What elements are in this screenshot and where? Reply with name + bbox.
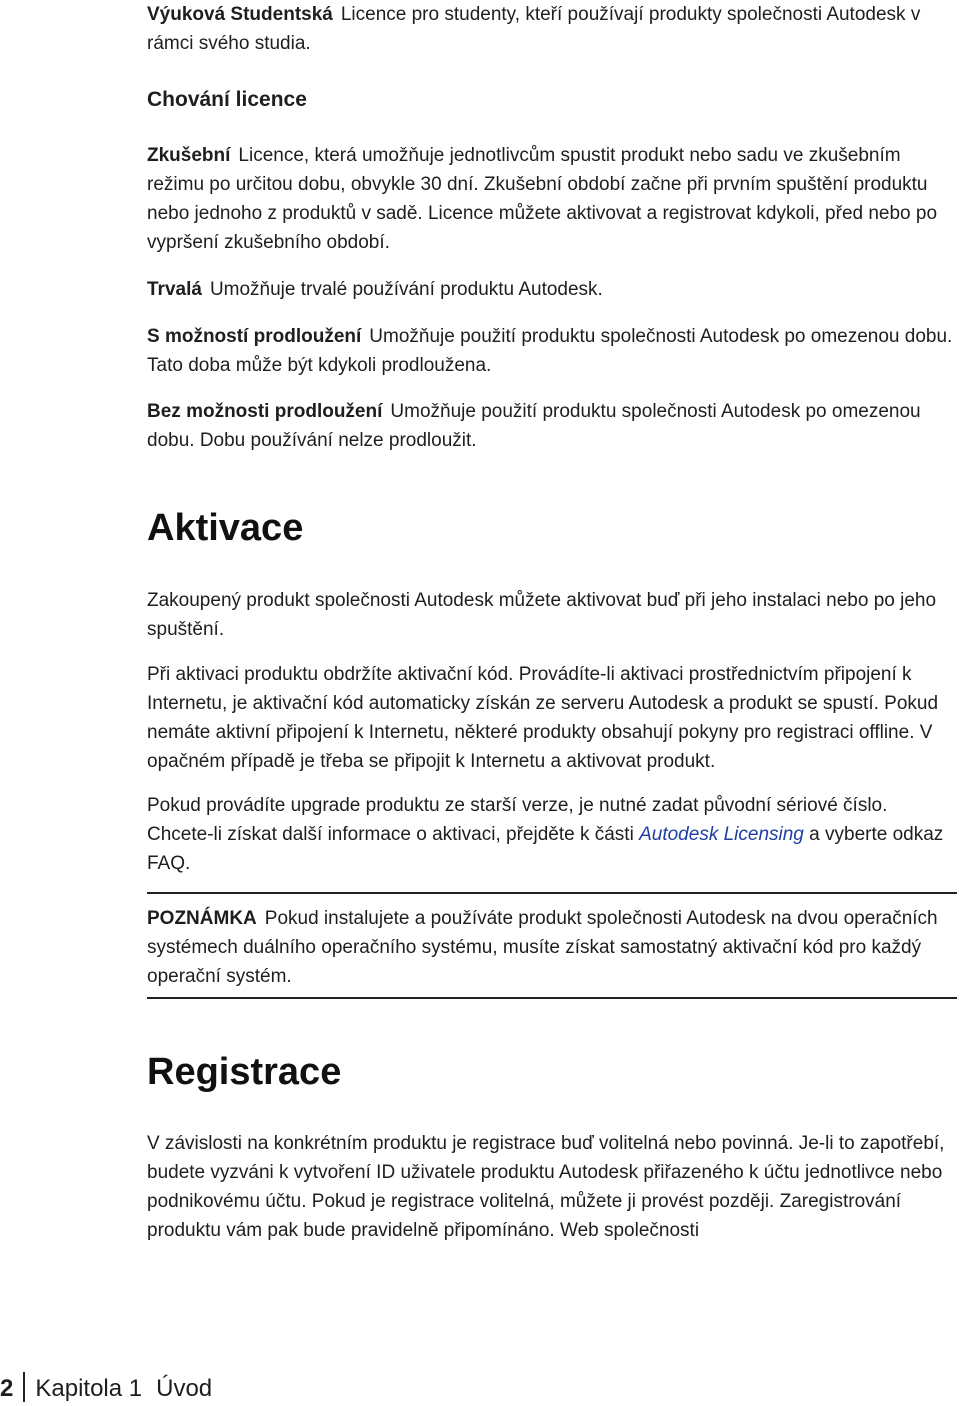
activation-paragraph-3-tail: a vyberte odkaz FAQ.	[147, 824, 944, 874]
activation-paragraph-2: Při aktivaci produktu obdržíte aktivační kód. Provádíte-li aktivaci prostřednictvím připojení k Internetu, je aktivační kód automaticky získán ze serveru Autodesk a produkt se spustí. Pokud nemáte aktivní připojení k Internetu, některé produkty obsahují pokyny pro registraci offline. V opačném případě je třeba se připojit k Internetu a aktivovat produkt.	[147, 664, 939, 772]
license-student	[147, 0, 957, 58]
activation-paragraph-3	[147, 791, 957, 878]
page-footer	[0, 1372, 212, 1405]
term-student: Výuková Studentská	[147, 4, 333, 25]
chapter-title: Úvod	[156, 1375, 213, 1402]
note-top-rule	[147, 892, 957, 894]
activation-paragraph-3-text: Pokud provádíte upgrade produktu ze starší verze, je nutné zadat původní sériové číslo. Chcete-li získat další informace o aktivaci, přejděte k části	[147, 795, 888, 845]
definition-permanent: Umožňuje trvalé používání produktu Autodesk.	[209, 279, 603, 300]
license-non-renewable	[147, 397, 957, 455]
chapter-label: Kapitola 1	[35, 1375, 143, 1402]
note-text: Pokud instalujete a používáte produkt společnosti Autodesk na dvou operačních systémech duálního operačního systému, musíte získat samostatný aktivační kód pro každý operační systém.	[147, 908, 938, 987]
autodesk-licensing-link[interactable]: Autodesk Licensing	[639, 824, 804, 845]
definition-non-renewable: Umožňuje použití produktu společnosti Autodesk po omezenou dobu. Dobu používání nelze prodloužit.	[147, 401, 921, 451]
license-behavior-heading: Chování licence	[147, 88, 307, 111]
term-non-renewable: Bez možnosti prodloužení	[147, 401, 383, 422]
activation-note	[147, 904, 957, 991]
license-renewable	[147, 322, 957, 380]
activation-heading: Aktivace	[147, 507, 304, 549]
license-permanent	[147, 275, 957, 304]
term-permanent: Trvalá	[147, 279, 202, 300]
registration-heading: Registrace	[147, 1051, 342, 1093]
page-number: 2	[0, 1375, 14, 1402]
footer-divider	[23, 1372, 25, 1402]
license-trial	[147, 141, 957, 257]
term-renewable: S možností prodloužení	[147, 326, 362, 347]
definition-renewable: Umožňuje použití produktu společnosti Autodesk po omezenou dobu. Tato doba může být kdykoli prodloužena.	[147, 326, 953, 376]
definition-student: Licence pro studenty, kteří používají produkty společnosti Autodesk v rámci svého studia.	[147, 4, 921, 54]
note-bottom-rule	[147, 997, 957, 999]
definition-trial: Licence, která umožňuje jednotlivcům spustit produkt nebo sadu ve zkušebním režimu po určitou dobu, obvykle 30 dní. Zkušební období začne při prvním spuštění produktu nebo jednoho z produktů v sadě. Licence můžete aktivovat a registrovat kdykoli, před nebo po vypršení zkušebního období.	[147, 145, 938, 253]
note-label: POZNÁMKA	[147, 908, 257, 929]
term-trial: Zkušební	[147, 145, 231, 166]
registration-paragraph-1: V závislosti na konkrétním produktu je registrace buď volitelná nebo povinná. Je-li to zapotřebí, budete vyzváni k vytvoření ID uživatele produktu Autodesk přiřazeného k účtu jednotlivce nebo podnikovému účtu. Pokud je registrace volitelná, můžete ji provést později. Zaregistrování produktu vám pak bude pravidelně připomínáno. Web společnosti	[147, 1133, 945, 1241]
activation-paragraph-1: Zakoupený produkt společnosti Autodesk můžete aktivovat buď při jeho instalaci nebo po jeho spuštění.	[147, 590, 937, 640]
